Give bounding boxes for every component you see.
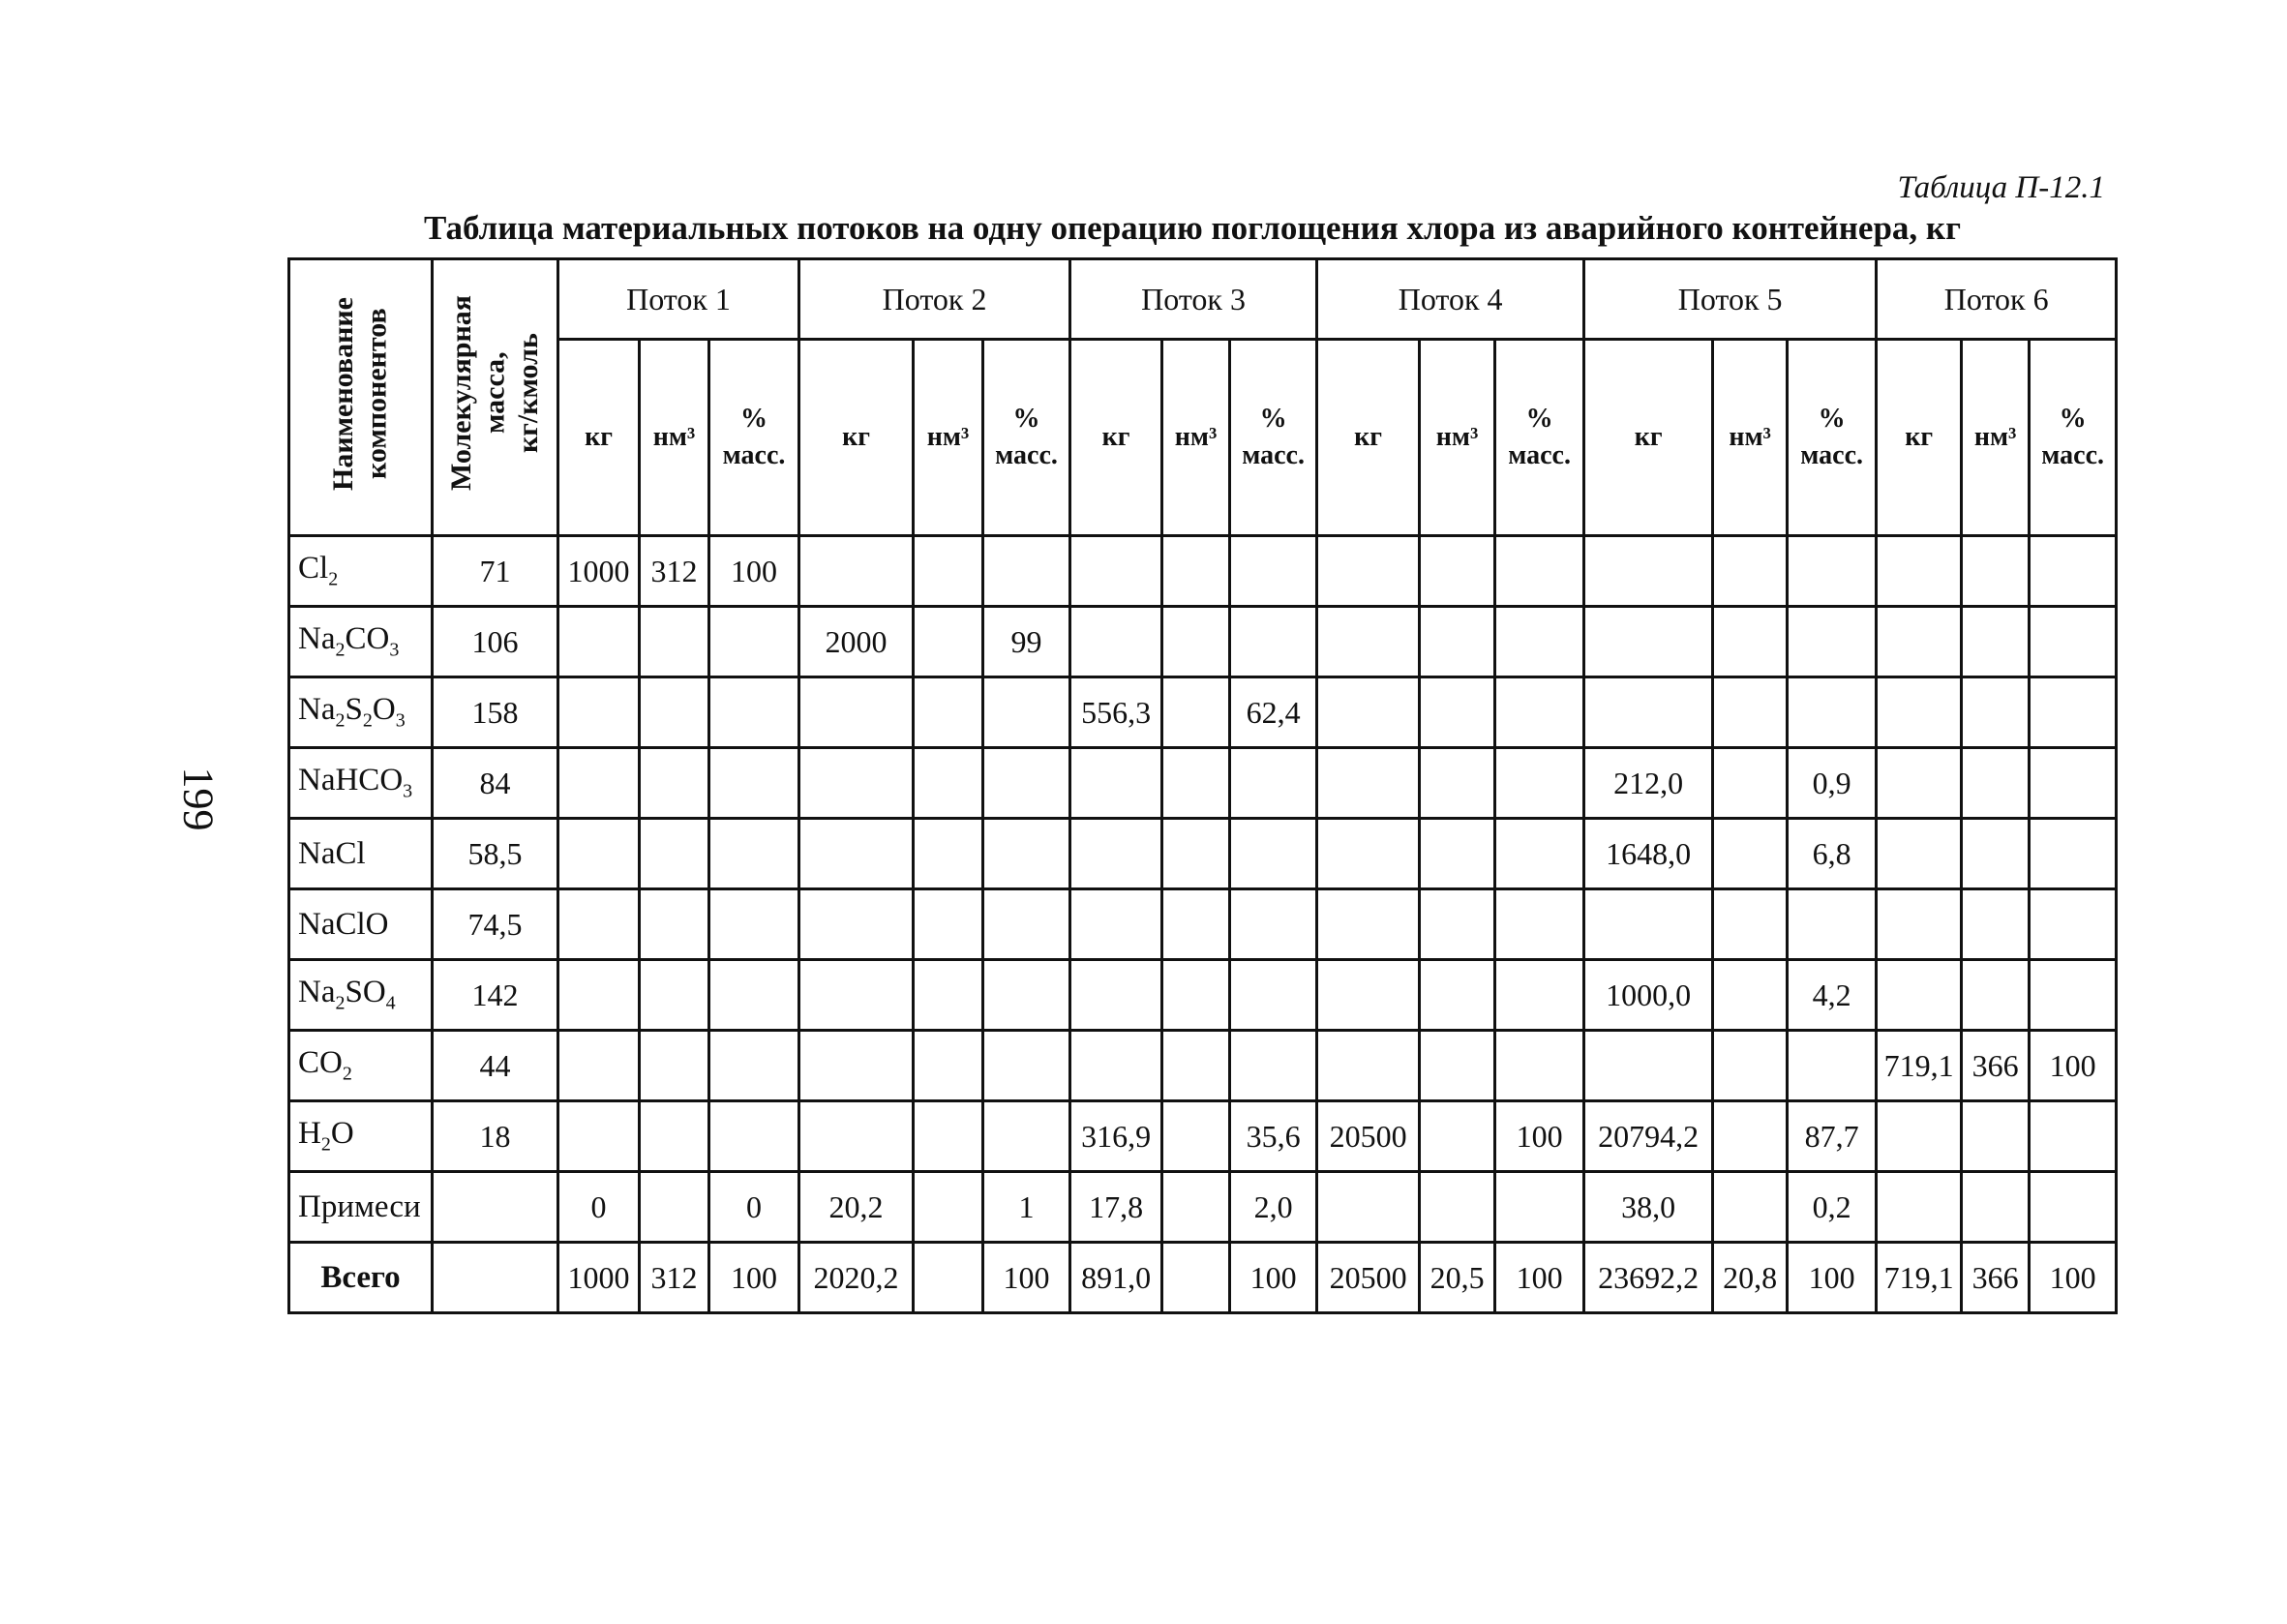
component-row: [289, 819, 2117, 889]
stream-header: Поток 6: [1877, 259, 2117, 340]
value-cell: [1962, 889, 2030, 960]
component-name-cell: $Cl_2$: [289, 536, 433, 607]
value-cell: [640, 1031, 709, 1101]
value-cell: [1420, 1101, 1495, 1172]
value-cell: 1000: [558, 536, 640, 607]
value-cell: [558, 819, 640, 889]
unit-kg-header: кг: [799, 340, 914, 536]
value-cell: [2030, 748, 2117, 819]
value-cell: [1162, 889, 1230, 960]
value-cell: 20,5: [1420, 1243, 1495, 1313]
value-cell: [1420, 607, 1495, 677]
value-cell: [1162, 1101, 1230, 1172]
value-cell: [558, 607, 640, 677]
value-cell: 4,2: [1788, 960, 1877, 1031]
value-cell: [1420, 677, 1495, 748]
component-row: [289, 536, 2117, 607]
value-cell: [1877, 536, 1962, 607]
molecular-mass-cell: 84: [433, 748, 558, 819]
component-name-cell: $Na_2S_2O_3$: [289, 677, 433, 748]
stream-header: Поток 1: [558, 259, 799, 340]
molecular-mass-cell: 106: [433, 607, 558, 677]
value-cell: 1: [983, 1172, 1070, 1243]
value-cell: 35,6: [1230, 1101, 1317, 1172]
component-name-header-text: Наименование компонентов: [327, 296, 393, 491]
value-cell: [2030, 1172, 2117, 1243]
unit-nm3-header: нм³: [914, 340, 983, 536]
value-cell: [709, 1101, 799, 1172]
value-cell: 366: [1962, 1031, 2030, 1101]
value-cell: [914, 1172, 983, 1243]
value-cell: [1495, 960, 1584, 1031]
value-cell: [558, 889, 640, 960]
molecular-mass-cell: 44: [433, 1031, 558, 1101]
value-cell: [1713, 607, 1788, 677]
value-cell: [799, 1101, 914, 1172]
value-cell: [1877, 1101, 1962, 1172]
value-cell: 556,3: [1070, 677, 1162, 748]
value-cell: [2030, 889, 2117, 960]
unit-nm3-header: нм³: [640, 340, 709, 536]
component-name-cell: NaHCO$_3$: [289, 748, 433, 819]
value-cell: [1713, 1101, 1788, 1172]
value-cell: [709, 1031, 799, 1101]
value-cell: [1162, 1243, 1230, 1313]
value-cell: [1230, 889, 1317, 960]
value-cell: [1584, 536, 1713, 607]
value-cell: 1000,0: [1584, 960, 1713, 1031]
component-row: [289, 748, 2117, 819]
value-cell: [2030, 677, 2117, 748]
value-cell: [799, 536, 914, 607]
unit-mass-percent-header: % масс.: [1230, 340, 1317, 536]
value-cell: [983, 748, 1070, 819]
component-row: [289, 607, 2117, 677]
value-cell: [1317, 607, 1420, 677]
value-cell: [2030, 819, 2117, 889]
value-cell: 2,0: [1230, 1172, 1317, 1243]
value-cell: 20794,2: [1584, 1101, 1713, 1172]
stream-header: Поток 3: [1070, 259, 1317, 340]
component-row: [289, 1101, 2117, 1172]
value-cell: [1495, 607, 1584, 677]
molecular-mass-cell: 58,5: [433, 819, 558, 889]
value-cell: [1495, 1172, 1584, 1243]
value-cell: [1317, 1031, 1420, 1101]
value-cell: [2030, 607, 2117, 677]
value-cell: [2030, 1101, 2117, 1172]
value-cell: [1962, 960, 2030, 1031]
value-cell: [1420, 748, 1495, 819]
value-cell: 0,2: [1788, 1172, 1877, 1243]
value-cell: [1317, 677, 1420, 748]
unit-header-row: [289, 340, 2117, 536]
value-cell: [1713, 677, 1788, 748]
component-row: [289, 677, 2117, 748]
value-cell: 100: [1230, 1243, 1317, 1313]
value-cell: [709, 819, 799, 889]
value-cell: [1962, 1172, 2030, 1243]
value-cell: 100: [983, 1243, 1070, 1313]
value-cell: 1648,0: [1584, 819, 1713, 889]
value-cell: [1317, 536, 1420, 607]
value-cell: [1495, 748, 1584, 819]
component-name-cell: Всего: [289, 1243, 433, 1313]
value-cell: 366: [1962, 1243, 2030, 1313]
value-cell: [799, 819, 914, 889]
molecular-mass-cell: [433, 1243, 558, 1313]
component-row: [289, 1172, 2117, 1243]
value-cell: [1070, 1031, 1162, 1101]
unit-nm3-header: нм³: [1420, 340, 1495, 536]
value-cell: 316,9: [1070, 1101, 1162, 1172]
unit-kg-header: кг: [1584, 340, 1713, 536]
value-cell: 2020,2: [799, 1243, 914, 1313]
value-cell: [1788, 1031, 1877, 1101]
value-cell: [983, 960, 1070, 1031]
value-cell: [983, 677, 1070, 748]
value-cell: 719,1: [1877, 1031, 1962, 1101]
unit-nm3-header: нм³: [1162, 340, 1230, 536]
value-cell: [1877, 819, 1962, 889]
value-cell: 100: [709, 1243, 799, 1313]
molecular-mass-cell: 18: [433, 1101, 558, 1172]
value-cell: [558, 1031, 640, 1101]
value-cell: [1162, 748, 1230, 819]
value-cell: 100: [1495, 1101, 1584, 1172]
value-cell: [983, 819, 1070, 889]
value-cell: [1877, 677, 1962, 748]
value-cell: [1495, 819, 1584, 889]
value-cell: [1877, 889, 1962, 960]
value-cell: [799, 960, 914, 1031]
value-cell: [1230, 1031, 1317, 1101]
value-cell: [1162, 607, 1230, 677]
value-cell: [640, 607, 709, 677]
value-cell: [914, 1243, 983, 1313]
unit-mass-percent-header: % масс.: [983, 340, 1070, 536]
value-cell: [709, 960, 799, 1031]
value-cell: [1713, 889, 1788, 960]
value-cell: [640, 1172, 709, 1243]
value-cell: [1495, 1031, 1584, 1101]
value-cell: [1230, 960, 1317, 1031]
value-cell: [983, 536, 1070, 607]
value-cell: [1962, 819, 2030, 889]
stream-header: Поток 4: [1317, 259, 1584, 340]
value-cell: [640, 677, 709, 748]
value-cell: 100: [2030, 1031, 2117, 1101]
value-cell: [1420, 889, 1495, 960]
component-name-cell: $Na_2SO_4$: [289, 960, 433, 1031]
value-cell: 20,2: [799, 1172, 914, 1243]
unit-mass-percent-header: % масс.: [1788, 340, 1877, 536]
unit-kg-header: кг: [1070, 340, 1162, 536]
value-cell: 1000: [558, 1243, 640, 1313]
unit-mass-percent-header: % масс.: [1495, 340, 1584, 536]
stream-header-row: [289, 259, 2117, 340]
value-cell: [1317, 889, 1420, 960]
value-cell: [1877, 960, 1962, 1031]
value-cell: 100: [2030, 1243, 2117, 1313]
value-cell: 99: [983, 607, 1070, 677]
value-cell: [914, 677, 983, 748]
value-cell: [1317, 819, 1420, 889]
value-cell: [2030, 960, 2117, 1031]
value-cell: [1420, 1172, 1495, 1243]
molecular-mass-header-text: Молекулярная масса, кг/кмоль: [444, 295, 544, 492]
molecular-mass-cell: 74,5: [433, 889, 558, 960]
value-cell: [1162, 960, 1230, 1031]
value-cell: [1317, 748, 1420, 819]
value-cell: [558, 960, 640, 1031]
value-cell: [1788, 536, 1877, 607]
value-cell: [1230, 748, 1317, 819]
value-cell: [2030, 536, 2117, 607]
value-cell: [1070, 889, 1162, 960]
component-name-cell: NaClO: [289, 889, 433, 960]
value-cell: [1713, 1172, 1788, 1243]
value-cell: [640, 819, 709, 889]
value-cell: [709, 748, 799, 819]
value-cell: 62,4: [1230, 677, 1317, 748]
value-cell: 100: [1788, 1243, 1877, 1313]
value-cell: [1495, 536, 1584, 607]
value-cell: 212,0: [1584, 748, 1713, 819]
value-cell: [640, 889, 709, 960]
value-cell: 38,0: [1584, 1172, 1713, 1243]
unit-mass-percent-header: % масс.: [2030, 340, 2117, 536]
value-cell: [1070, 819, 1162, 889]
component-row: [289, 1031, 2117, 1101]
value-cell: [558, 748, 640, 819]
value-cell: [914, 1031, 983, 1101]
value-cell: [1070, 536, 1162, 607]
value-cell: [1230, 607, 1317, 677]
component-row: [289, 889, 2117, 960]
value-cell: [1420, 1031, 1495, 1101]
value-cell: 2000: [799, 607, 914, 677]
value-cell: 100: [709, 536, 799, 607]
table-title: Таблица материальных потоков на одну операцию поглощения хлора из аварийного контейнера, кг: [424, 209, 1961, 247]
value-cell: [1162, 819, 1230, 889]
value-cell: 100: [1495, 1243, 1584, 1313]
value-cell: [1070, 748, 1162, 819]
unit-mass-percent-header: % масс.: [709, 340, 799, 536]
component-name-cell: NaCl: [289, 819, 433, 889]
value-cell: [1584, 677, 1713, 748]
value-cell: 0,9: [1788, 748, 1877, 819]
component-name-cell: $H_2O$: [289, 1101, 433, 1172]
value-cell: [1584, 607, 1713, 677]
value-cell: 891,0: [1070, 1243, 1162, 1313]
value-cell: 6,8: [1788, 819, 1877, 889]
unit-nm3-header: нм³: [1962, 340, 2030, 536]
table-body: [289, 536, 2117, 1313]
value-cell: [1070, 960, 1162, 1031]
value-cell: [799, 889, 914, 960]
value-cell: [799, 748, 914, 819]
value-cell: 0: [709, 1172, 799, 1243]
value-cell: [1962, 607, 2030, 677]
molecular-mass-header: [433, 259, 558, 536]
unit-kg-header: кг: [1877, 340, 1962, 536]
value-cell: [1230, 536, 1317, 607]
molecular-mass-cell: 71: [433, 536, 558, 607]
value-cell: [709, 677, 799, 748]
value-cell: [1962, 677, 2030, 748]
value-cell: [983, 1031, 1070, 1101]
value-cell: 17,8: [1070, 1172, 1162, 1243]
value-cell: [709, 889, 799, 960]
value-cell: [640, 748, 709, 819]
value-cell: [914, 748, 983, 819]
value-cell: [1495, 889, 1584, 960]
value-cell: [1420, 819, 1495, 889]
value-cell: [1584, 889, 1713, 960]
value-cell: 20500: [1317, 1243, 1420, 1313]
table-label: Таблица П-12.1: [1897, 170, 2105, 205]
value-cell: 312: [640, 1243, 709, 1313]
value-cell: [558, 677, 640, 748]
value-cell: [1962, 1101, 2030, 1172]
value-cell: [1713, 819, 1788, 889]
value-cell: [1420, 960, 1495, 1031]
value-cell: [1877, 607, 1962, 677]
value-cell: 20,8: [1713, 1243, 1788, 1313]
value-cell: 87,7: [1788, 1101, 1877, 1172]
total-row: [289, 1243, 2117, 1313]
unit-kg-header: кг: [558, 340, 640, 536]
value-cell: [1162, 677, 1230, 748]
page-number: 199: [174, 767, 223, 831]
component-name-cell: $Na_2CO_3$: [289, 607, 433, 677]
value-cell: [983, 1101, 1070, 1172]
value-cell: [640, 1101, 709, 1172]
material-flows-table: [287, 257, 2118, 1314]
value-cell: [1877, 748, 1962, 819]
value-cell: [1420, 536, 1495, 607]
value-cell: [914, 819, 983, 889]
stream-header: Поток 2: [799, 259, 1070, 340]
value-cell: [1584, 1031, 1713, 1101]
value-cell: 20500: [1317, 1101, 1420, 1172]
value-cell: [799, 677, 914, 748]
value-cell: 719,1: [1877, 1243, 1962, 1313]
value-cell: 0: [558, 1172, 640, 1243]
value-cell: [914, 960, 983, 1031]
component-name-cell: $CO_2$: [289, 1031, 433, 1101]
value-cell: [1788, 607, 1877, 677]
value-cell: [1788, 889, 1877, 960]
value-cell: [1713, 748, 1788, 819]
value-cell: [1877, 1172, 1962, 1243]
value-cell: [914, 607, 983, 677]
component-name-cell: Примеси: [289, 1172, 433, 1243]
value-cell: [1713, 960, 1788, 1031]
value-cell: [1788, 677, 1877, 748]
value-cell: [1495, 677, 1584, 748]
value-cell: 23692,2: [1584, 1243, 1713, 1313]
component-name-header: [289, 259, 433, 536]
value-cell: [1962, 536, 2030, 607]
value-cell: [1070, 607, 1162, 677]
value-cell: [914, 889, 983, 960]
value-cell: [914, 536, 983, 607]
value-cell: [1962, 748, 2030, 819]
value-cell: [1162, 536, 1230, 607]
value-cell: [1713, 1031, 1788, 1101]
value-cell: [1713, 536, 1788, 607]
unit-kg-header: кг: [1317, 340, 1420, 536]
value-cell: 312: [640, 536, 709, 607]
value-cell: [799, 1031, 914, 1101]
stream-header: Поток 5: [1584, 259, 1877, 340]
molecular-mass-cell: [433, 1172, 558, 1243]
unit-nm3-header: нм³: [1713, 340, 1788, 536]
value-cell: [914, 1101, 983, 1172]
value-cell: [1162, 1172, 1230, 1243]
value-cell: [709, 607, 799, 677]
value-cell: [1230, 819, 1317, 889]
component-row: [289, 960, 2117, 1031]
value-cell: [1317, 960, 1420, 1031]
value-cell: [983, 889, 1070, 960]
value-cell: [558, 1101, 640, 1172]
value-cell: [1317, 1172, 1420, 1243]
value-cell: [640, 960, 709, 1031]
molecular-mass-cell: 158: [433, 677, 558, 748]
value-cell: [1162, 1031, 1230, 1101]
molecular-mass-cell: 142: [433, 960, 558, 1031]
